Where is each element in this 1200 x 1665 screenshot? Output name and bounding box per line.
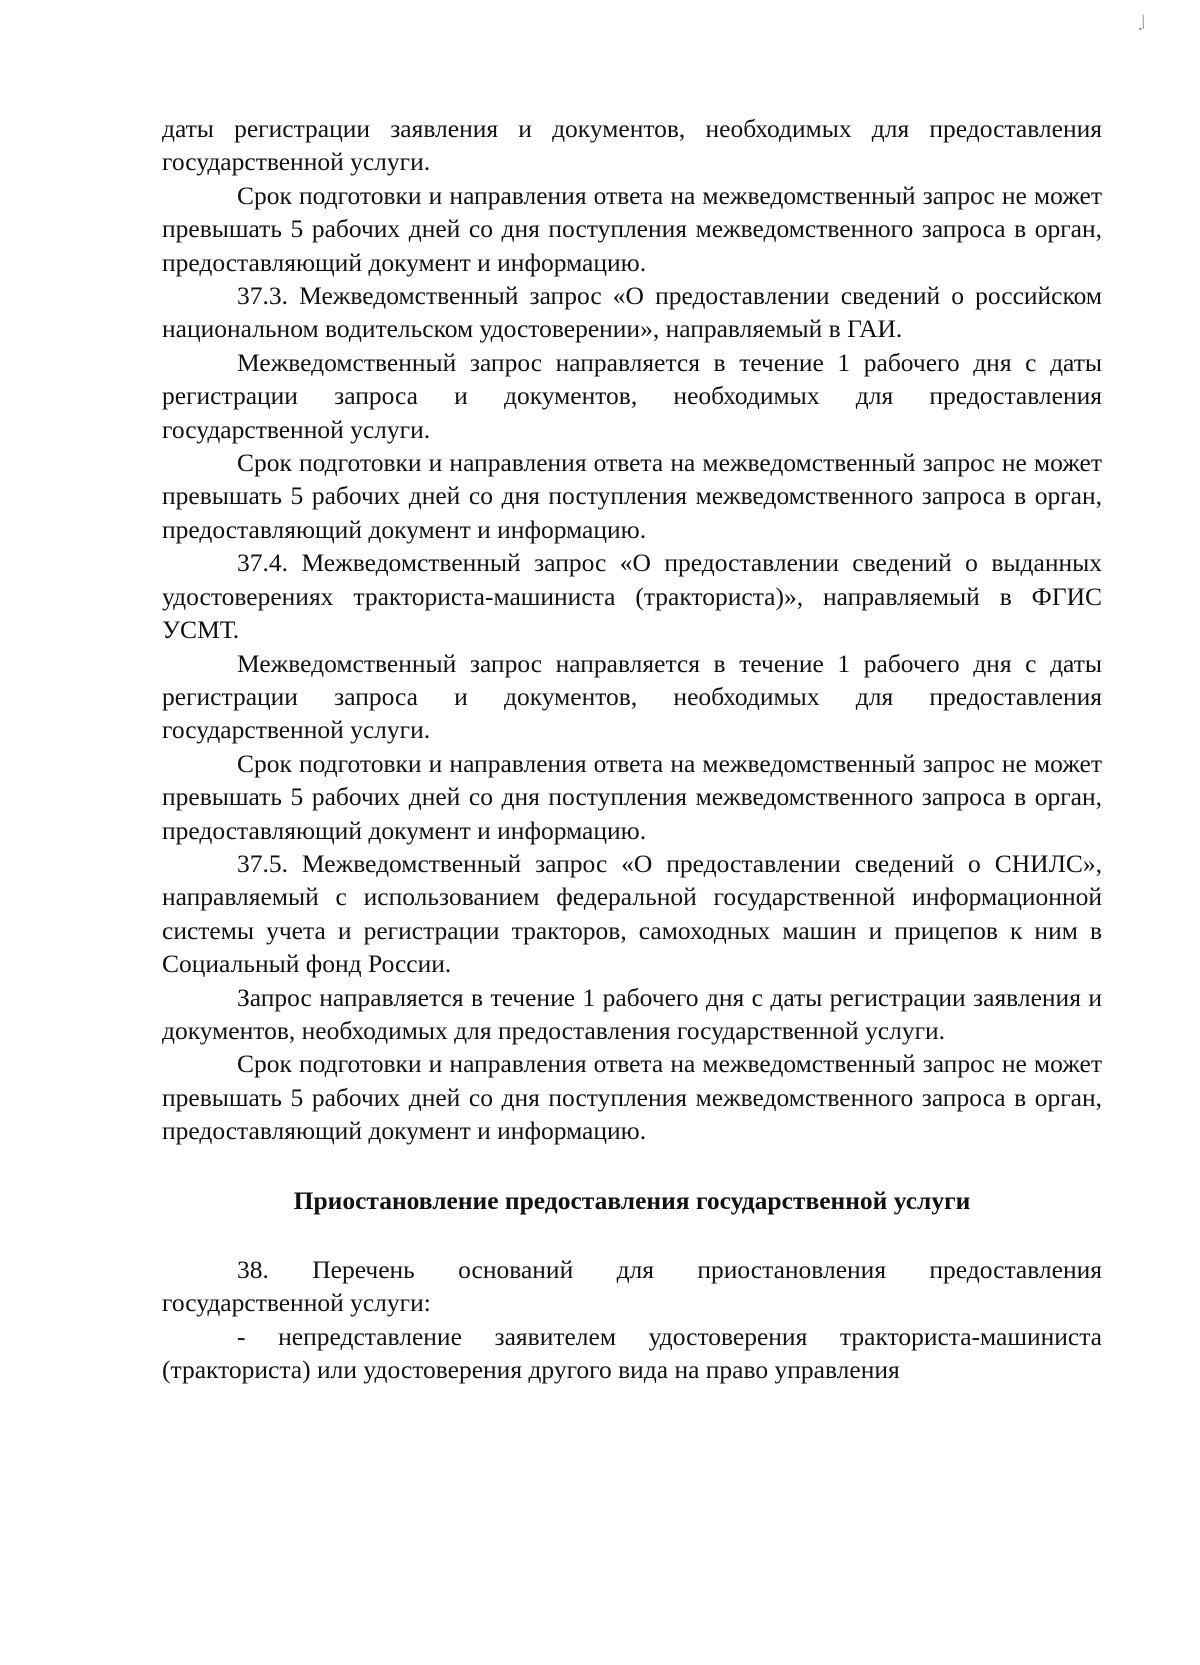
section-heading: Приостановление предоставления государственной услуги xyxy=(293,1185,971,1215)
paragraph-list-item: - непредставление заявителем удостоверения тракториста-машиниста (тракториста) или удостоверения другого вида на право управления xyxy=(162,1321,1102,1385)
paragraph-request-timing-2: Межведомственный запрос направляется в течение 1 рабочего дня с даты регистрации запроса и документов, необходимых для предоставления государственной услуги. xyxy=(162,347,1102,444)
paragraph-37-3: 37.3. Межведомственный запрос «О предоставлении сведений о российском национальном водительском удостоверении», направляемый в ГАИ. xyxy=(162,281,1102,344)
paragraph-38: 38. Перечень оснований для приостановления предоставления государственной услуги: xyxy=(162,1255,1102,1318)
paragraph-37-5: 37.5. Межведомственный запрос «О предоставлении сведений о СНИЛС», направляемый с использованием федеральной государственной информационной системы учета и регистрации тракторов, самоходных машин и прицепов к ним в Социальный фонд России. xyxy=(162,848,1102,979)
paragraph-response-deadline-4: Срок подготовки и направления ответа на межведомственный запрос не может превышать 5 рабочих дней со дня поступления межведомственного запроса в орган, предоставляющий документ и информацию. xyxy=(162,1049,1102,1146)
corner-pen-mark: ./ xyxy=(1132,10,1150,36)
paragraph-continuation: даты регистрации заявления и документов, необходимых для предоставления государственной услуги. xyxy=(162,114,1102,177)
paragraph-response-deadline-2: Срок подготовки и направления ответа на межведомственный запрос не может превышать 5 рабочих дней со дня поступления межведомственного запроса в орган, предоставляющий документ и информацию. xyxy=(162,448,1102,544)
paragraph-37-4: 37.4. Межведомственный запрос «О предоставлении сведений о выданных удостоверениях тракториста-машиниста (тракториста)», направляемый в ФГИС УСМТ. xyxy=(162,548,1102,645)
document-body xyxy=(162,112,1102,1387)
paragraph-response-deadline-3: Срок подготовки и направления ответа на межведомственный запрос не может превышать 5 рабочих дней со дня поступления межведомственного запроса в орган, предоставляющий документ и информацию. xyxy=(162,748,1102,845)
paragraph-request-timing-3: Межведомственный запрос направляется в течение 1 рабочего дня с даты регистрации запроса и документов, необходимых для предоставления государственной услуги. xyxy=(162,648,1102,745)
paragraph-request-timing-4: Запрос направляется в течение 1 рабочего дня с даты регистрации заявления и документов, необходимых для предоставления государственной услуги. xyxy=(162,982,1102,1045)
paragraph-response-deadline-1: Срок подготовки и направления ответа на межведомственный запрос не может превышать 5 рабочих дней со дня поступления межведомственного запроса в орган, предоставляющий документ и информацию. xyxy=(162,180,1102,277)
